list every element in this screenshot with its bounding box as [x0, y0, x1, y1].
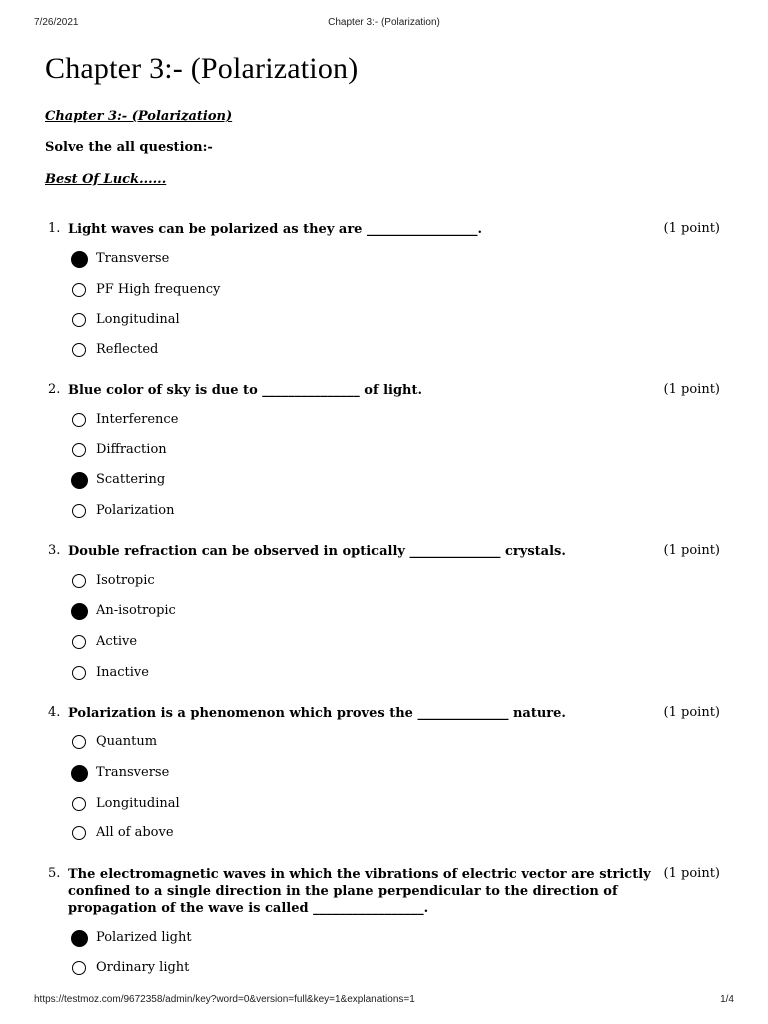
option-label: Active	[96, 634, 138, 649]
radio-empty-icon[interactable]	[72, 574, 86, 588]
option-label: Transverse	[96, 251, 170, 266]
radio-selected-icon[interactable]	[71, 603, 88, 620]
question-5	[45, 866, 725, 975]
option-label: Quantum	[96, 734, 158, 749]
print-title: Chapter 3:- (Polarization)	[328, 17, 440, 28]
print-date: 7/26/2021	[34, 17, 79, 28]
radio-empty-icon[interactable]	[72, 343, 86, 357]
question-3	[45, 543, 725, 680]
question-points: (1 point)	[663, 705, 720, 720]
option-label: Polarized light	[96, 930, 192, 945]
option-label: Inactive	[96, 665, 149, 680]
question-points: (1 point)	[663, 221, 720, 236]
option-label: Reflected	[96, 342, 159, 357]
question-text: Light waves can be polarized as they are _________________.	[68, 222, 482, 237]
question-2	[45, 382, 725, 518]
intro-instruction: Solve the all question:-	[45, 140, 213, 155]
question-text: Polarization is a phenomenon which proves the ______________ nature.	[68, 706, 566, 721]
intro-subtitle: Chapter 3:- (Polarization)	[45, 109, 233, 124]
question-text: The electromagnetic waves in which the vibrations of electric vector are strictly confined to a single direction in the plane perpendicular to the direction of propagation of the wave is called _________________.	[68, 867, 651, 916]
question-number: 2.	[48, 382, 61, 397]
radio-empty-icon[interactable]	[72, 635, 86, 649]
radio-empty-icon[interactable]	[72, 443, 86, 457]
option-label: Isotropic	[96, 573, 155, 588]
option-label: Scattering	[96, 472, 166, 487]
radio-empty-icon[interactable]	[72, 961, 86, 975]
question-points: (1 point)	[663, 866, 720, 881]
question-points: (1 point)	[663, 382, 720, 397]
radio-selected-icon[interactable]	[71, 472, 88, 489]
question-number: 5.	[48, 866, 61, 881]
option-label: Longitudinal	[96, 312, 180, 327]
radio-empty-icon[interactable]	[72, 797, 86, 811]
page-number: 1/4	[720, 994, 734, 1005]
intro-wish: Best Of Luck......	[45, 172, 167, 187]
radio-empty-icon[interactable]	[72, 413, 86, 427]
option-label: Diffraction	[96, 442, 167, 457]
question-number: 4.	[48, 705, 61, 720]
question-1	[45, 221, 725, 357]
option-label: All of above	[96, 825, 174, 840]
print-url: https://testmoz.com/9672358/admin/key?word=0&version=full&key=1&explanations=1	[34, 994, 415, 1005]
radio-empty-icon[interactable]	[72, 504, 86, 518]
question-text: Double refraction can be observed in optically ______________ crystals.	[68, 544, 566, 559]
option-label: Longitudinal	[96, 796, 180, 811]
radio-selected-icon[interactable]	[71, 930, 88, 947]
question-4	[45, 705, 725, 840]
question-number: 3.	[48, 543, 61, 558]
radio-empty-icon[interactable]	[72, 826, 86, 840]
page-title: Chapter 3:- (Polarization)	[45, 52, 359, 85]
option-label: Interference	[96, 412, 179, 427]
option-label: Transverse	[96, 765, 170, 780]
print-footer	[34, 994, 734, 1008]
radio-empty-icon[interactable]	[72, 666, 86, 680]
radio-selected-icon[interactable]	[71, 765, 88, 782]
option-label: Ordinary light	[96, 960, 190, 975]
question-number: 1.	[48, 221, 61, 236]
option-label: An-isotropic	[96, 603, 176, 618]
radio-selected-icon[interactable]	[71, 251, 88, 268]
option-label: Polarization	[96, 503, 175, 518]
question-text: Blue color of sky is due to _______________ of light.	[68, 383, 423, 398]
print-header	[34, 17, 734, 31]
option-label: PF High frequency	[96, 282, 221, 297]
radio-empty-icon[interactable]	[72, 313, 86, 327]
radio-empty-icon[interactable]	[72, 283, 86, 297]
question-points: (1 point)	[663, 543, 720, 558]
radio-empty-icon[interactable]	[72, 735, 86, 749]
